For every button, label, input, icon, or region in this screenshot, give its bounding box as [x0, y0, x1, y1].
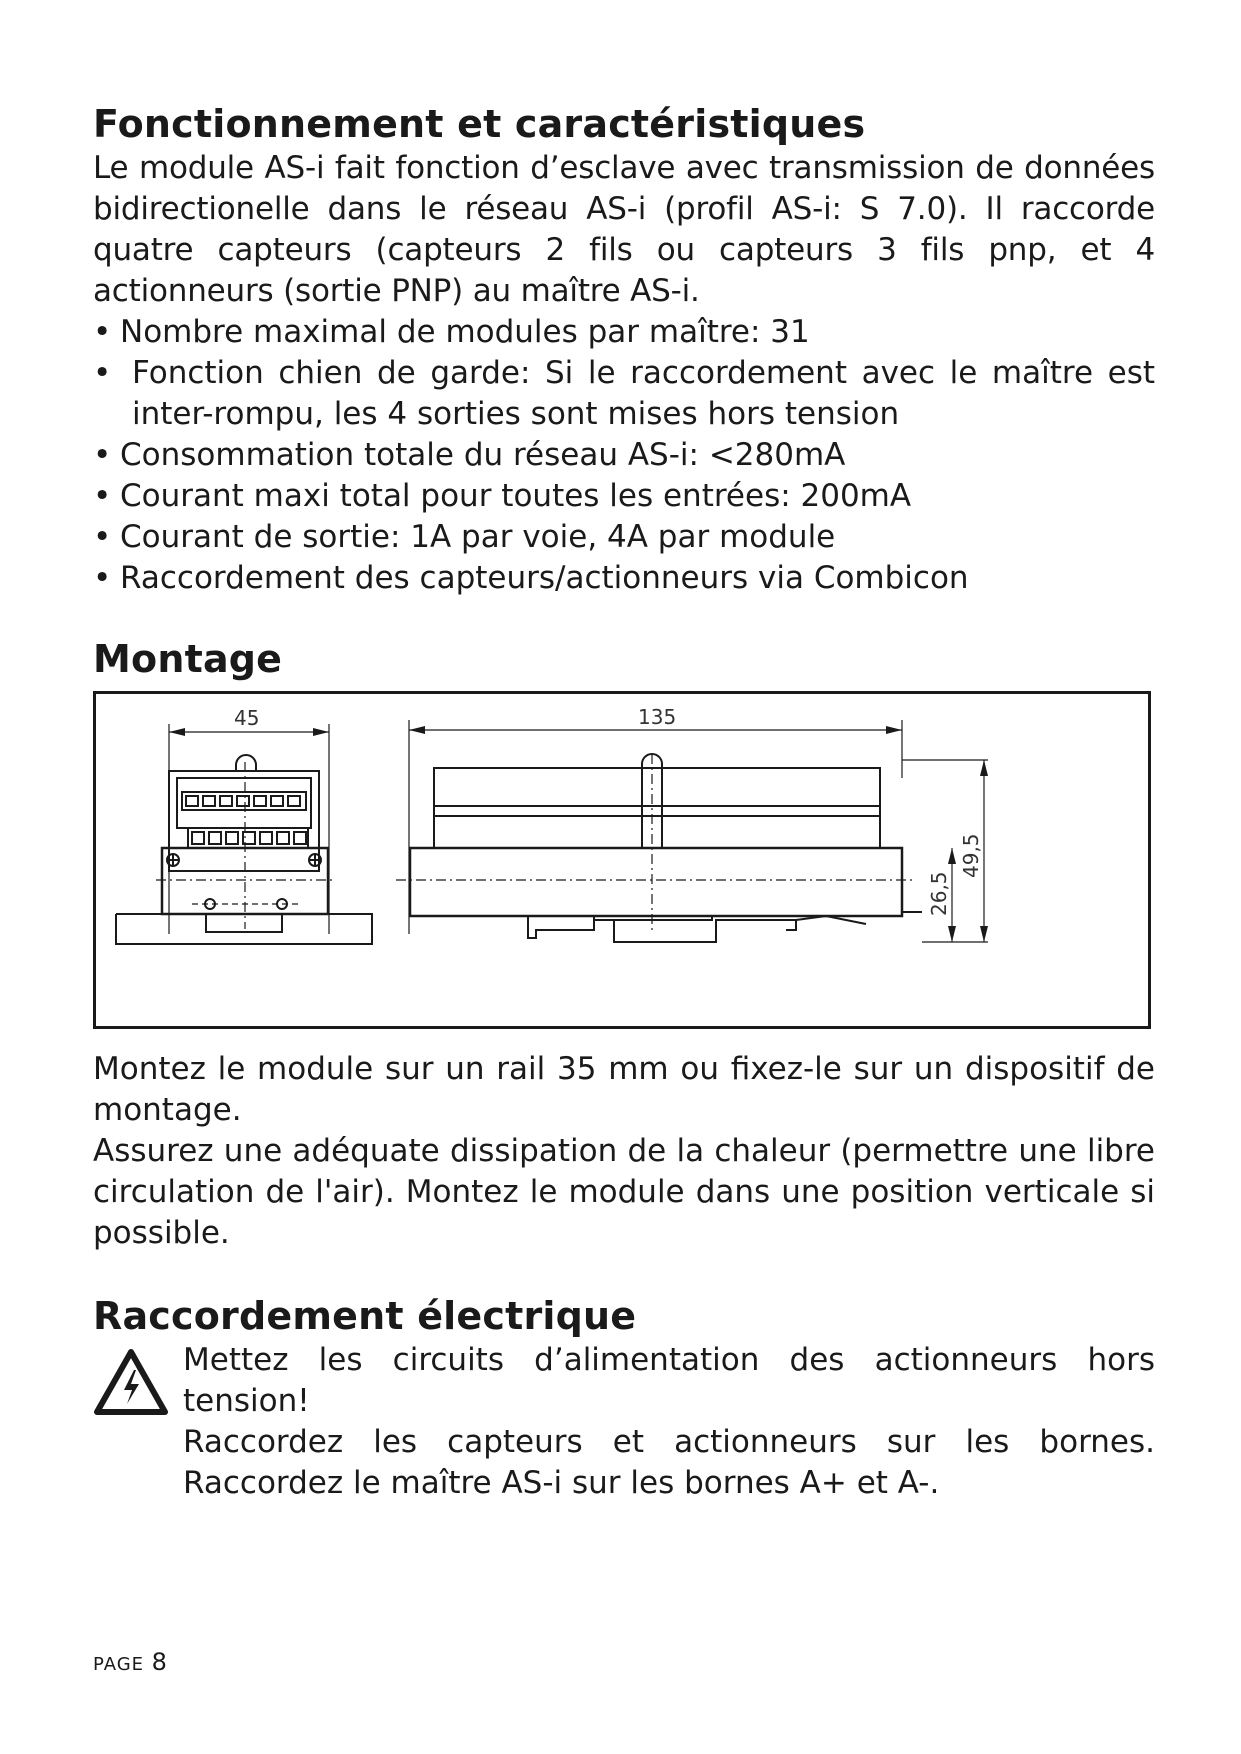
list-item: • Courant maxi total pour toutes les entrées: 200mA — [93, 476, 1155, 517]
page-number: 8 — [151, 1648, 167, 1676]
montage-paragraph-1: Montez le module sur un rail 35 mm ou fixez-le sur un dispositif de montage. — [93, 1051, 1155, 1128]
dim-26-5-label: 26,5 — [927, 871, 951, 916]
section-title-raccordement: Raccordement électrique — [93, 1294, 637, 1338]
high-voltage-warning-icon — [93, 1348, 169, 1416]
page-footer — [93, 1648, 167, 1676]
bullet-icon: • — [93, 314, 112, 350]
warning-line-1: Mettez les circuits d’alimentation des actionneurs hors tension! — [183, 1342, 1155, 1419]
side-view — [396, 705, 988, 942]
bullet-icon: • — [93, 560, 112, 596]
bullet-icon: • — [93, 478, 112, 514]
page-content — [93, 100, 1155, 1504]
list-item: • Consommation totale du réseau AS-i: <280mA — [93, 435, 1155, 476]
list-item: • Courant de sortie: 1A par voie, 4A par module — [93, 517, 1155, 558]
module-drawing-svg — [96, 694, 1148, 1026]
dim-49-5-label: 49,5 — [959, 833, 983, 878]
list-item: • Raccordement des capteurs/actionneurs via Combicon — [93, 558, 1155, 599]
section-title-montage: Montage — [93, 637, 283, 681]
dim-45-label: 45 — [234, 706, 260, 730]
bullet-icon: • — [93, 437, 112, 473]
warning-block — [93, 1340, 1155, 1504]
montage-paragraph-2: Assurez une adéquate dissipation de la chaleur (permettre une libre circulation de l'air). Montez le module dans une position verticale si possible. — [93, 1133, 1155, 1251]
bullet-icon: • — [93, 355, 112, 391]
section-title-fonctionnement: Fonctionnement et caractéristiques — [93, 102, 866, 146]
bullet-icon: • — [93, 519, 112, 555]
dim-135-label: 135 — [638, 705, 677, 729]
list-item: • Nombre maximal de modules par maître: 31 — [93, 312, 1155, 353]
feature-list — [93, 312, 1155, 599]
front-view — [116, 706, 372, 944]
list-item: • Fonction chien de garde: Si le raccordement avec le maître est inter-rompu, les 4 sorties sont mises hors tension — [93, 355, 1155, 432]
page-label: PAGE — [93, 1654, 145, 1675]
intro-paragraph: Le module AS-i fait fonction d’esclave avec transmission de données bidirectionelle dans le réseau AS-i (profil AS-i: S 7.0). Il raccorde quatre capteurs (capteurs 2 fils ou capteurs 3 fils pnp, et 4 actionneurs (sortie PNP) au maître AS-i. — [93, 150, 1155, 309]
warning-line-2: Raccordez les capteurs et actionneurs sur les bornes. Raccordez le maître AS-i sur les bornes A+ et A-. — [183, 1424, 1155, 1501]
dimension-drawing — [93, 691, 1151, 1029]
